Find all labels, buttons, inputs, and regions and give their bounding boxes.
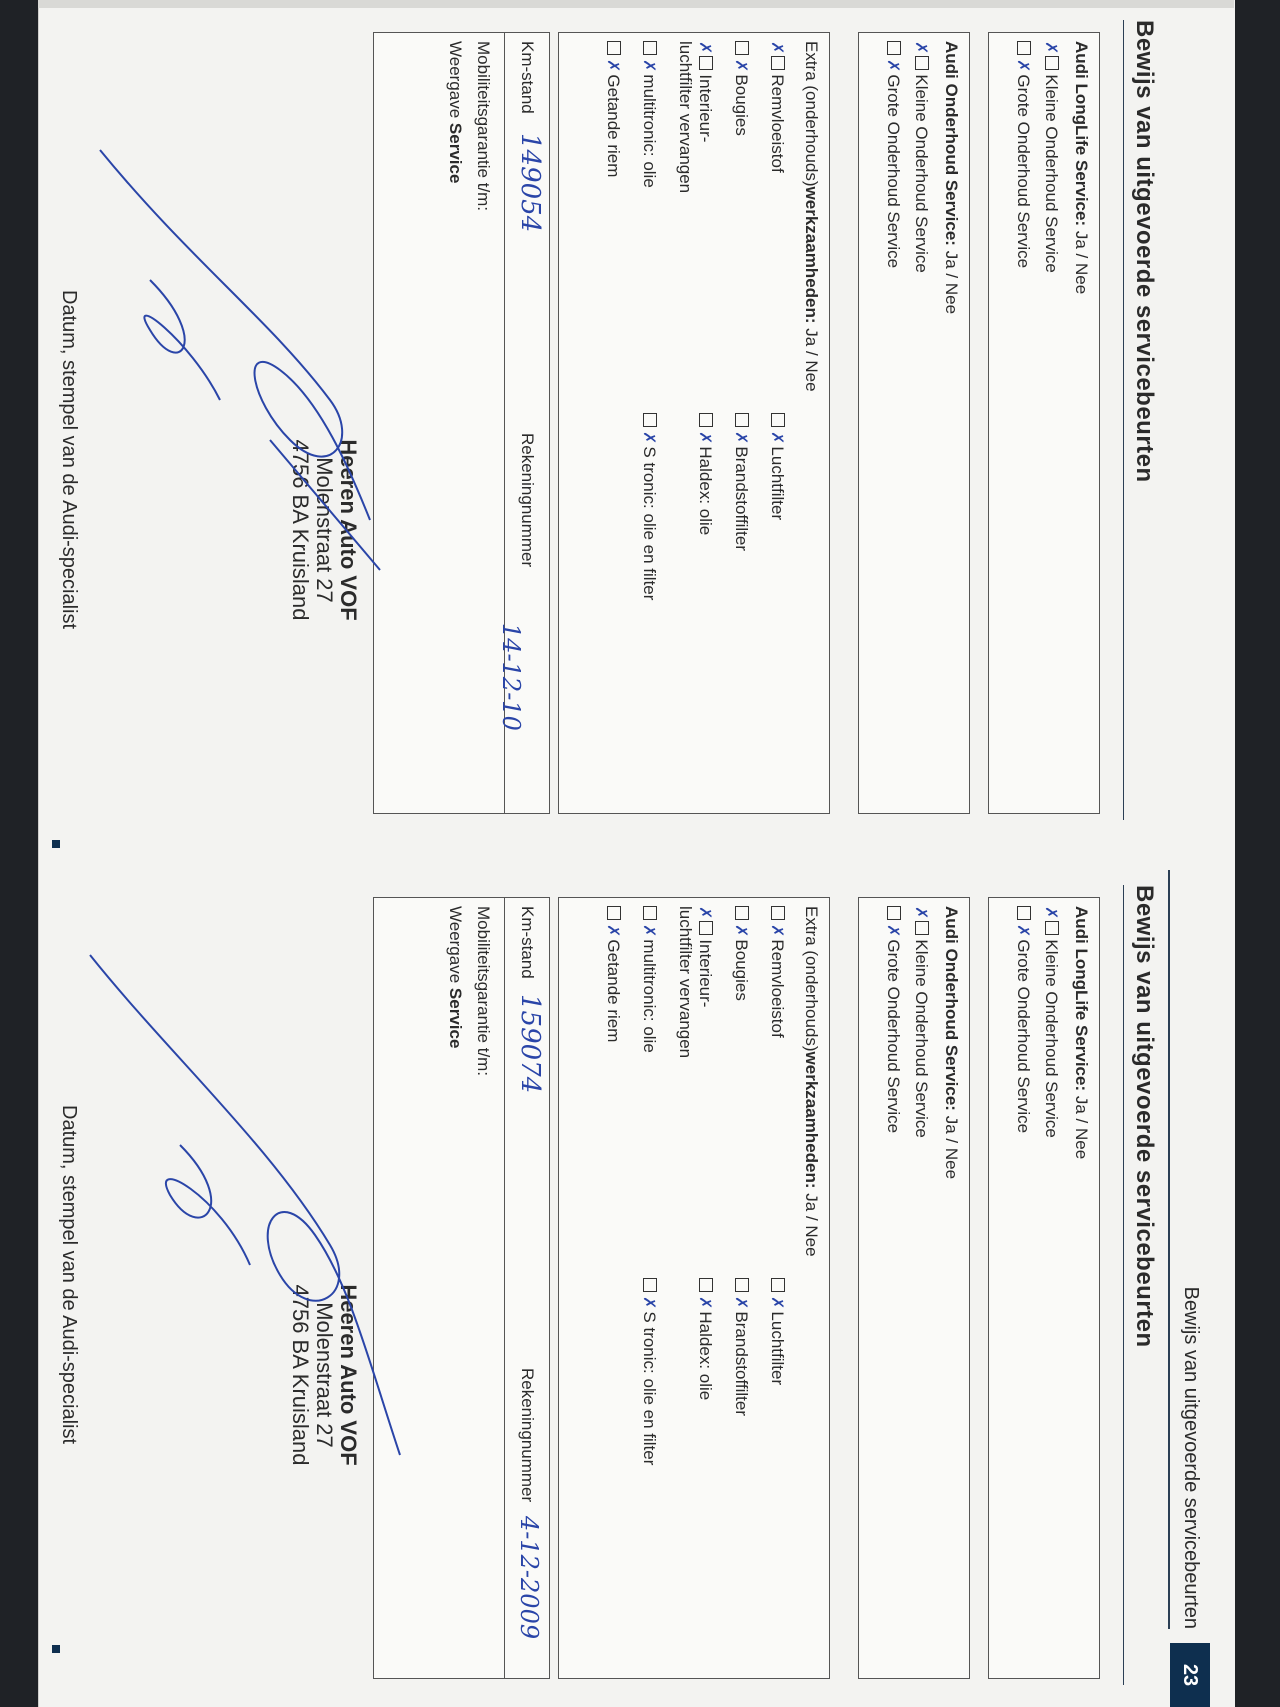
onderhoud-grote[interactable]: ✗Grote Onderhoud Service xyxy=(883,906,903,1133)
title-rule xyxy=(1123,20,1124,820)
footer-label: Datum, stempel van de Audi-specialist xyxy=(58,1105,80,1445)
footer-label: Datum, stempel van de Audi-specialist xyxy=(58,290,80,630)
weergave-label: Weergave Service xyxy=(446,906,465,1049)
extra-stronic[interactable]: ✗S tronic: olie en filter xyxy=(639,413,659,600)
extra-brandstoffilter[interactable]: ✗Brandstoffilter xyxy=(731,1278,751,1416)
longlife-box xyxy=(988,897,1100,1679)
rek-value-handwritten: 14-12-10 xyxy=(497,623,525,731)
mileage-box xyxy=(373,32,550,814)
extra-label: Extra (onderhouds)werkzaamheden: Ja / Nee xyxy=(802,906,821,1257)
extra-multitronic[interactable]: ✗multitronic: olie xyxy=(639,906,659,1053)
extra-getande-riem[interactable]: ✗Getande riem xyxy=(603,41,623,177)
longlife-box xyxy=(988,32,1100,814)
longlife-label: Audi LongLife Service: Ja / Nee xyxy=(1072,41,1091,295)
km-row xyxy=(504,898,549,1678)
dealer-stamp: Heeren Auto VOF Molenstraat 27 4756 BA Kruisland xyxy=(288,1284,361,1466)
service-record-right xyxy=(40,885,1210,1705)
extra-interieur-cont: luchtfilter vervangen xyxy=(676,41,695,194)
onderhoud-kleine[interactable]: ✗Kleine Onderhoud Service xyxy=(912,906,931,1138)
km-label: Km-stand xyxy=(518,41,537,114)
onderhoud-label: Audi Onderhoud Service: Ja / Nee xyxy=(942,41,961,315)
longlife-kleine[interactable]: ✗Kleine Onderhoud Service xyxy=(1042,41,1061,273)
rek-value-handwritten: 4-12-2009 xyxy=(515,1516,543,1640)
extra-haldex[interactable]: ✗Haldex: olie xyxy=(695,413,715,535)
page-marker xyxy=(52,840,60,848)
extra-interieur[interactable]: ✗Interieur- xyxy=(696,41,715,143)
rek-label: Rekeningnummer xyxy=(518,433,537,568)
extra-remvloeistof[interactable]: ✗Remvloeistof xyxy=(767,906,787,1038)
extra-box xyxy=(558,32,830,814)
title-rule xyxy=(1123,885,1124,1685)
page-number: 23 xyxy=(1170,1643,1210,1707)
onderhoud-grote[interactable]: ✗Grote Onderhoud Service xyxy=(883,41,903,268)
extra-brandstoffilter[interactable]: ✗Brandstoffilter xyxy=(731,413,751,551)
extra-remvloeistof[interactable]: ✗Remvloeistof xyxy=(768,41,787,173)
km-label: Km-stand xyxy=(518,906,537,979)
extra-haldex[interactable]: ✗Haldex: olie xyxy=(695,1278,715,1400)
weergave-label: Weergave Service xyxy=(446,41,465,184)
rek-label: Rekeningnummer xyxy=(518,1368,537,1503)
extra-interieur-cont: luchtfilter vervangen xyxy=(676,906,695,1059)
onderhoud-box xyxy=(858,897,970,1679)
record-title: Bewijs van uitgevoerde servicebeurten xyxy=(1131,20,1158,483)
dealer-stamp: Heeren Auto VOF Molenstraat 27 4756 BA Kruisland xyxy=(288,439,361,621)
record-title: Bewijs van uitgevoerde servicebeurten xyxy=(1131,885,1158,1348)
extra-label: Extra (onderhouds)werkzaamheden: Ja / Nee xyxy=(802,41,821,392)
rotated-sheet xyxy=(40,0,1210,1707)
extra-multitronic[interactable]: ✗multitronic: olie xyxy=(639,41,659,188)
extra-luchtfilter[interactable]: ✗Luchtfilter xyxy=(767,1278,787,1385)
mobiliteit-label: Mobiliteitsgarantie t/m: xyxy=(474,41,493,212)
page-marker xyxy=(52,1645,60,1653)
service-record-left xyxy=(40,20,1210,840)
extra-bougies[interactable]: ✗Bougies xyxy=(731,41,751,136)
extra-luchtfilter[interactable]: ✗Luchtfilter xyxy=(767,413,787,520)
extra-bougies[interactable]: ✗Bougies xyxy=(731,906,751,1001)
extra-stronic[interactable]: ✗S tronic: olie en filter xyxy=(639,1278,659,1465)
km-value-handwritten: 159074 xyxy=(515,994,545,1094)
onderhoud-box xyxy=(858,32,970,814)
extra-box xyxy=(558,897,830,1679)
longlife-kleine[interactable]: ✗Kleine Onderhoud Service xyxy=(1042,906,1061,1138)
onderhoud-kleine[interactable]: ✗Kleine Onderhoud Service xyxy=(912,41,931,273)
extra-getande-riem[interactable]: ✗Getande riem xyxy=(603,906,623,1042)
km-value-handwritten: 149054 xyxy=(515,133,545,233)
onderhoud-label: Audi Onderhoud Service: Ja / Nee xyxy=(942,906,961,1180)
km-row xyxy=(497,33,549,813)
longlife-label: Audi LongLife Service: Ja / Nee xyxy=(1072,906,1091,1160)
longlife-grote[interactable]: ✗Grote Onderhoud Service xyxy=(1013,41,1033,268)
extra-interieur[interactable]: ✗Interieur- xyxy=(696,906,715,1008)
mileage-box xyxy=(373,897,550,1679)
header-title: Bewijs van uitgevoerde servicebeurten xyxy=(1180,1286,1202,1629)
mobiliteit-label: Mobiliteitsgarantie t/m: xyxy=(474,906,493,1077)
longlife-grote[interactable]: ✗Grote Onderhoud Service xyxy=(1013,906,1033,1133)
